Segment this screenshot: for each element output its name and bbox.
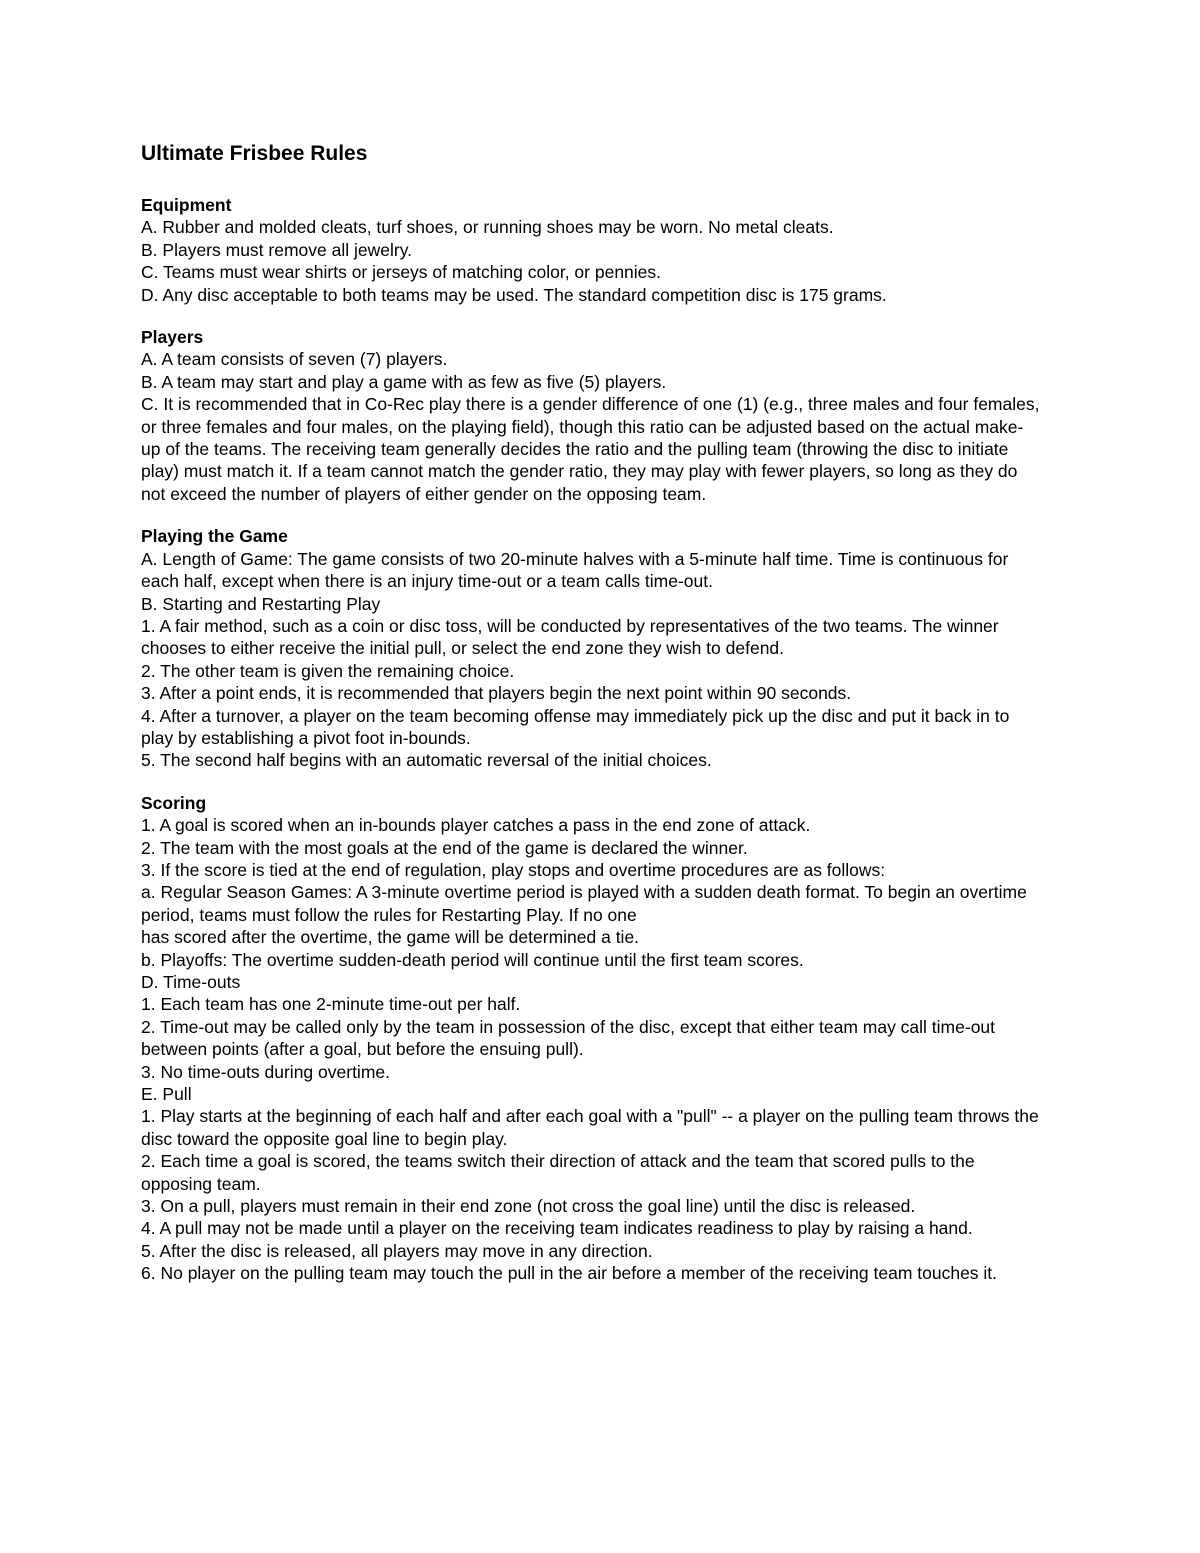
rule-line: A. Rubber and molded cleats, turf shoes, or running shoes may be worn. No metal cleats. bbox=[141, 217, 834, 238]
section-heading: Equipment bbox=[141, 195, 232, 215]
page-title: Ultimate Frisbee Rules bbox=[141, 142, 368, 165]
document-page bbox=[141, 141, 1041, 1305]
rule-line: A. A team consists of seven (7) players. bbox=[141, 349, 448, 370]
rule-line: 1. Play starts at the beginning of each half and after each goal with a "pull" -- a player on the pulling team throws the disc toward the opposite goal line to begin play. bbox=[141, 1106, 1039, 1149]
rule-line: 2. The other team is given the remaining choice. bbox=[141, 660, 515, 681]
section-scoring bbox=[141, 792, 1041, 1285]
rule-line: 5. After the disc is released, all players may move in any direction. bbox=[141, 1240, 653, 1261]
rule-line: E. Pull bbox=[141, 1084, 192, 1105]
rule-line: b. Playoffs: The overtime sudden-death period will continue until the first team scores. bbox=[141, 949, 804, 970]
rule-line: B. Players must remove all jewelry. bbox=[141, 239, 413, 260]
rule-line: C. Teams must wear shirts or jerseys of matching color, or pennies. bbox=[141, 262, 662, 283]
rule-line: 3. No time-outs during overtime. bbox=[141, 1061, 390, 1082]
rule-line: 2. The team with the most goals at the end of the game is declared the winner. bbox=[141, 837, 748, 858]
rule-line: D. Time-outs bbox=[141, 972, 241, 992]
rule-line: B. A team may start and play a game with as few as five (5) players. bbox=[141, 371, 667, 392]
section-players bbox=[141, 326, 1041, 505]
rule-line: 6. No player on the pulling team may touch the pull in the air before a member of the receiving team touches it. bbox=[141, 1263, 998, 1284]
rule-line: 5. The second half begins with an automatic reversal of the initial choices. bbox=[141, 750, 712, 771]
rule-line: 1. A goal is scored when an in-bounds player catches a pass in the end zone of attack. bbox=[141, 815, 811, 836]
rule-line: 1. A fair method, such as a coin or disc toss, will be conducted by representatives of the two teams. The winner chooses to either receive the initial pull, or select the end zone they wish to defend. bbox=[141, 615, 999, 659]
rule-line: 3. If the score is tied at the end of regulation, play stops and overtime procedures are as follows: bbox=[141, 859, 886, 880]
rule-line: 3. On a pull, players must remain in their end zone (not cross the goal line) until the disc is released. bbox=[141, 1196, 916, 1217]
rule-line: B. Starting and Restarting Play bbox=[141, 593, 381, 614]
rule-line: 4. A pull may not be made until a player on the receiving team indicates readiness to play by raising a hand. bbox=[141, 1218, 973, 1239]
rule-line: 2. Each time a goal is scored, the teams switch their direction of attack and the team that scored pulls to the opposing team. bbox=[141, 1151, 975, 1194]
rule-line: a. Regular Season Games: A 3-minute overtime period is played with a sudden death format. To begin an overtime period, teams must follow the rules for Restarting Play. If no one bbox=[141, 882, 1027, 925]
rule-line: A. Length of Game: The game consists of two 20-minute halves with a 5-minute half time. Time is continuous for each half, except when there is an injury time-out or a team calls time-out. bbox=[141, 548, 1009, 592]
rule-line: 4. After a turnover, a player on the team becoming offense may immediately pick up the disc and put it back in to play by establishing a pivot foot in-bounds. bbox=[141, 705, 1010, 748]
section-heading: Players bbox=[141, 327, 204, 348]
rule-line: 2. Time-out may be called only by the team in possession of the disc, except that either team may call time-out between points (after a goal, but before the ensuing pull). bbox=[141, 1016, 996, 1060]
section-playing-the-game bbox=[141, 525, 1041, 771]
rule-line: 3. After a point ends, it is recommended that players begin the next point within 90 seconds. bbox=[141, 683, 852, 704]
section-heading: Scoring bbox=[141, 792, 207, 813]
rule-line: has scored after the overtime, the game will be determined a tie. bbox=[141, 927, 640, 948]
section-equipment bbox=[141, 194, 1041, 306]
rule-line: D. Any disc acceptable to both teams may be used. The standard competition disc is 175 grams. bbox=[141, 284, 887, 305]
rule-line: C. It is recommended that in Co-Rec play there is a gender difference of one (1) (e.g., three males and four females, or three females and four males, on the playing field), though this ratio can be adjusted based on the actual make-up of the teams. The receiving team generally decides the ratio and the pulling team (throwing the disc to initiate play) must match it. If a team cannot match the gender ratio, they may play with fewer players, so long as they do not exceed the number of players of either gender on the opposing team. bbox=[141, 394, 1040, 504]
section-heading: Playing the Game bbox=[141, 526, 288, 547]
rule-line: 1. Each team has one 2-minute time-out per half. bbox=[141, 994, 521, 1015]
